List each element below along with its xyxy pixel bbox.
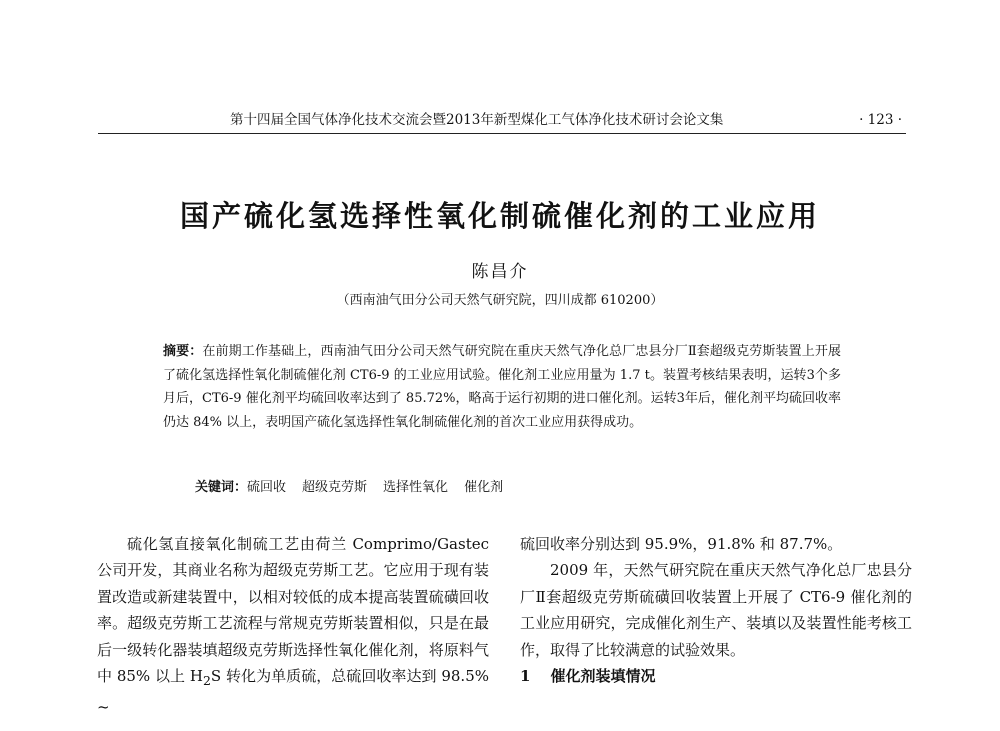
keyword: 硫回收: [247, 480, 287, 495]
body-paragraph-continuation: 硫回收率分别达到 95.9%，91.8% 和 87.7%。: [520, 535, 843, 553]
article-title: 国产硫化氢选择性氧化制硫催化剂的工业应用: [179, 199, 820, 233]
body-paragraph: 2009 年，天然气研究院在重庆天然气净化总厂忠县分厂Ⅱ套超级克劳斯硫磺回收装置上开展了 CT6-9 催化剂的工业应用研究，完成催化剂生产、装填以及装置性能考核工作，取得了比较满意的试验效果。: [520, 561, 912, 659]
affiliation: （西南油气田分公司天然气研究院，四川成都 610200）: [336, 293, 664, 308]
running-title: 第十四届全国气体净化技术交流会暨2013年新型煤化工气体净化技术研讨会论文集: [230, 112, 724, 128]
body-column-right: [520, 531, 912, 689]
body-paragraph: [97, 531, 489, 721]
abstract: [163, 340, 841, 434]
author: 陈昌介: [471, 262, 529, 282]
body-column-left: [97, 531, 489, 721]
keyword: 超级克劳斯: [302, 480, 368, 495]
abstract-text: 在前期工作基础上，西南油气田分公司天然气研究院在重庆天然气净化总厂忠县分厂Ⅱ套超级克劳斯装置上开展了硫化氢选择性氧化制硫催化剂 CT6-9 的工业应用试验。催化剂工业应用量为 1.7 t。装置考核结果表明，运转3个多月后，CT6-9 催化剂平均硫回收率达到了 85.72%，略高于运行初期的进口催化剂。运转3年后，催化剂平均硫回收率仍达 84% 以上，表明国产硫化氢选择性氧化制硫催化剂的首次工业应用获得成功。: [163, 344, 841, 430]
page-number: · 123 ·: [859, 112, 902, 128]
body-text-tail: S 转化为单质硫，总硫回收率达到 98.5% ~: [97, 667, 490, 717]
subscript: 2: [202, 673, 211, 689]
section-heading: [520, 663, 912, 689]
keywords-label: 关键词：: [195, 480, 248, 495]
header-rule: [98, 133, 906, 134]
section-title: 催化剂装填情况: [550, 667, 656, 686]
keyword: 催化剂: [464, 480, 504, 495]
keywords: [195, 476, 845, 495]
keyword: 选择性氧化: [383, 480, 449, 495]
running-header: [98, 109, 904, 131]
body-text: 硫化氢直接氧化制硫工艺由荷兰 Comprimo/Gastec 公司开发，其商业名称为超级克劳斯工艺。它应用于现有装置改造或新建装置中，以相对较低的成本提高装置硫磺回收率。超级克劳斯工艺流程与常规克劳斯装置相似，只是在最后一级转化器装填超级克劳斯选择性氧化催化剂，将原料气中 85% 以上 H: [97, 535, 489, 686]
section-number: 1: [520, 667, 531, 686]
abstract-label: 摘要：: [163, 344, 203, 359]
